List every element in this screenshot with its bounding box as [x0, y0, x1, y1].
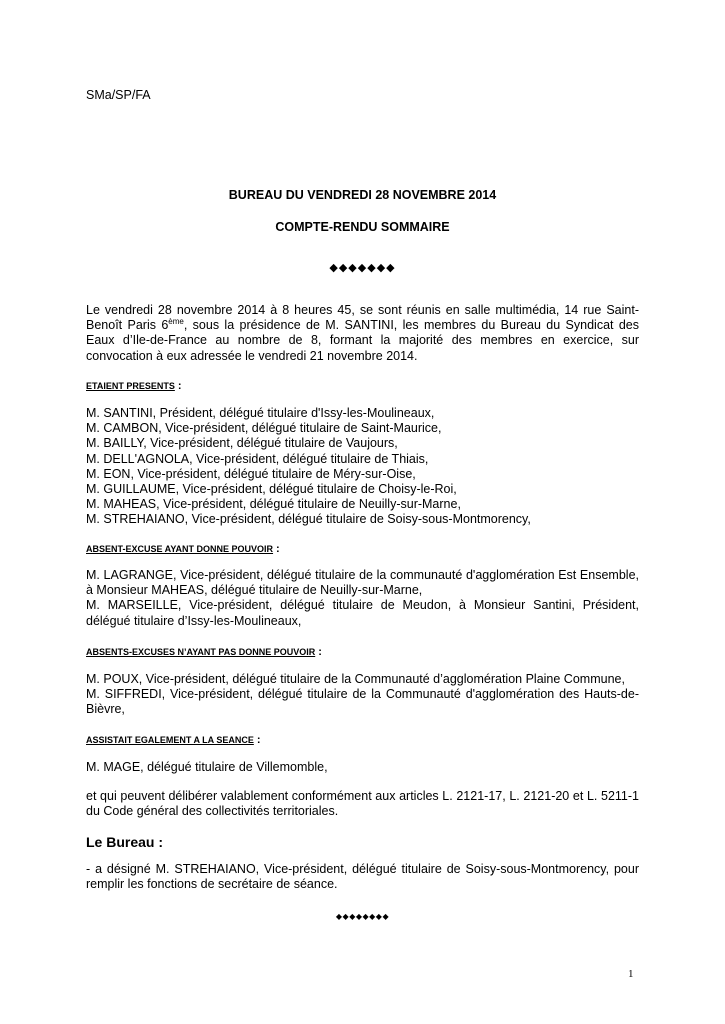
- intro-text-part2: , sous la présidence de M. SANTINI, les membres du Bureau du Syndicat des Eaux d’Ile-de-France au nombre de 8, formant la majorité des membres en exercice, sur convocation à eux adressée le vendredi 21 novembre 2014.: [86, 318, 640, 363]
- list-item: M. DELL'AGNOLA, Vice-président, délégué titulaire de Thiais,: [86, 451, 429, 466]
- sans-pouvoir-list: [86, 672, 639, 718]
- legal-paragraph: et qui peuvent délibérer valablement conformément aux articles L. 2121-17, L. 2121-20 et L. 5211-1 du Code général des collectivités territoriales.: [86, 789, 639, 819]
- list-item: M. EON, Vice-président, délégué titulaire de Méry-sur-Oise,: [86, 466, 416, 481]
- diamond-ornament-top: ◆◆◆◆◆◆◆: [329, 262, 396, 274]
- assistait-list: [86, 760, 639, 775]
- section-heading-presents: [86, 380, 182, 392]
- diamond-ornament-bottom: ◆◆◆◆◆◆◆◆: [335, 912, 390, 921]
- section-heading-assistait-text: ASSISTAIT EGALEMENT A LA SEANCE: [86, 735, 254, 745]
- designation-paragraph: - a désigné M. STREHAIANO, Vice-président, délégué titulaire de Soisy-sous-Montmorency, pour remplir les fonctions de secrétaire de séance.: [86, 862, 639, 892]
- list-item: M. SIFFREDI, Vice-président, délégué titulaire de la Communauté d'agglomération des Hauts-de-Bièvre,: [86, 687, 639, 717]
- section-heading-colon: :: [276, 543, 280, 555]
- document-reference: SMa/SP/FA: [86, 88, 151, 102]
- presents-list: [86, 406, 639, 528]
- list-item: M. MAHEAS, Vice-président, délégué titulaire de Neuilly-sur-Marne,: [86, 497, 461, 512]
- intro-text-part1: Le vendredi 28 novembre 2014 à 8 heures 45, se sont réunis en salle multimédia, 14 rue Saint-Benoît Paris 6: [86, 303, 639, 333]
- intro-paragraph: [86, 303, 639, 364]
- list-item: M. MAGE, délégué titulaire de Villemomble,: [86, 760, 328, 774]
- section-heading-presents-text: ETAIENT PRESENTS: [86, 381, 175, 391]
- document-title: BUREAU DU VENDREDI 28 NOVEMBRE 2014: [228, 188, 497, 202]
- pouvoir-list: [86, 568, 639, 629]
- list-item: M. CAMBON, Vice-président, délégué titulaire de Saint-Maurice,: [86, 421, 442, 436]
- list-item: M. LAGRANGE, Vice-président, délégué titulaire de la communauté d'agglomération Est Ensemble, à Monsieur MAHEAS, délégué titulaire de Neuilly-sur-Marne,: [86, 568, 639, 598]
- section-heading-colon: :: [318, 646, 322, 658]
- page-number: 1: [628, 968, 634, 980]
- section-heading-pouvoir: [86, 543, 280, 555]
- section-heading-sans-pouvoir: [86, 646, 322, 658]
- section-heading-assistait: [86, 734, 261, 746]
- list-item: M. STREHAIANO, Vice-président, délégué titulaire de Soisy-sous-Montmorency,: [86, 512, 531, 527]
- section-heading-pouvoir-text: ABSENT-EXCUSE AYANT DONNE POUVOIR: [86, 544, 274, 554]
- section-heading-colon: :: [177, 380, 182, 392]
- list-item: M. SANTINI, Président, délégué titulaire d'Issy-les-Moulineaux,: [86, 406, 435, 420]
- list-item: M. BAILLY, Vice-président, délégué titulaire de Vaujours,: [86, 436, 398, 451]
- document-subtitle: COMPTE-RENDU SOMMAIRE: [275, 220, 450, 234]
- section-heading-sans-pouvoir-text: ABSENTS-EXCUSES N’AYANT PAS DONNE POUVOIR: [86, 647, 316, 657]
- list-item: M. MARSEILLE, Vice-président, délégué titulaire de Meudon, à Monsieur Santini, Président, délégué titulaire d’Issy-les-Moulineaux,: [86, 598, 639, 628]
- section-heading-colon: :: [256, 734, 261, 746]
- intro-superscript: ème: [168, 317, 184, 327]
- bureau-heading: Le Bureau :: [86, 834, 164, 850]
- list-item: M. POUX, Vice-président, délégué titulaire de la Communauté d’agglomération Plaine Commune,: [86, 672, 625, 686]
- list-item: M. GUILLAUME, Vice-président, délégué titulaire de Choisy-le-Roi,: [86, 482, 457, 497]
